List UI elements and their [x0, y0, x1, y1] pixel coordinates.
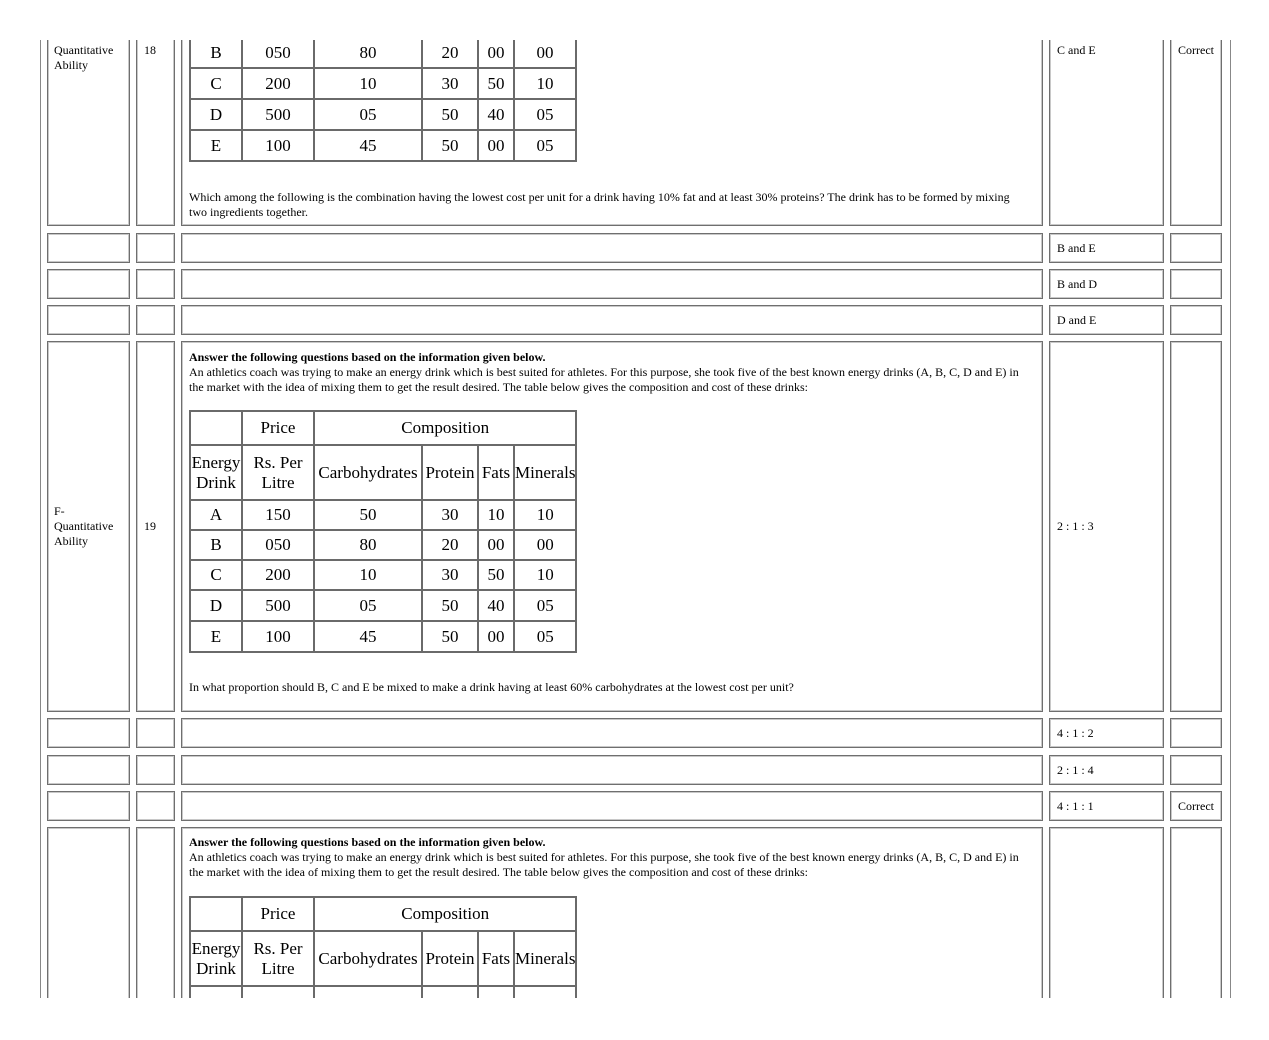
table-cell: 40: [478, 99, 514, 130]
subject-cell: [47, 718, 130, 748]
answer-option-cell: [1049, 341, 1164, 712]
table-cell: C: [190, 68, 242, 99]
table-cell: 50: [314, 500, 422, 530]
price-header: Price: [242, 897, 314, 931]
question-number-cell: [136, 827, 175, 1017]
question-number-cell: [136, 755, 175, 785]
table-cell: B: [190, 530, 242, 560]
subject-label: Quantitative Ability: [54, 43, 114, 72]
table-cell: 05: [514, 590, 576, 621]
table-cell: 10: [314, 68, 422, 99]
answer-option-cell: [1049, 36, 1164, 226]
answer-option-cell: [1049, 718, 1164, 748]
table-cell: 30: [422, 500, 478, 530]
rs-per-litre-header: Rs. Per Litre: [242, 931, 314, 986]
status-cell: [1170, 36, 1222, 226]
answer-option: 4 : 1 : 2: [1057, 725, 1094, 740]
table-cell: 200: [242, 68, 314, 99]
energy-drink-header: Energy Drink: [190, 931, 242, 986]
table-cell: 50: [478, 68, 514, 99]
question-cell: [181, 305, 1043, 335]
price-header: Price: [242, 411, 314, 445]
composition-header: Composition: [314, 897, 576, 931]
table-cell: E: [190, 130, 242, 161]
table-row: [190, 560, 576, 590]
table-row: [190, 621, 576, 652]
table-cell: 100: [242, 130, 314, 161]
table-cell: 80: [314, 530, 422, 560]
table-cell: 10: [514, 500, 576, 530]
table-row: [190, 130, 576, 161]
answer-option-cell: [1049, 269, 1164, 299]
table-cell: 30: [422, 560, 478, 590]
status-cell: [1170, 718, 1222, 748]
table-cell: 10: [514, 560, 576, 590]
question-cell: [181, 718, 1043, 748]
subject-cell: [47, 269, 130, 299]
status-cell: [1170, 791, 1222, 821]
status-label: Correct: [1178, 43, 1214, 57]
fats-header: Fats: [478, 445, 514, 500]
table-cell: 00: [478, 130, 514, 161]
table-cell: 80: [314, 38, 422, 68]
table-row: [190, 590, 576, 621]
status-cell: [1170, 269, 1222, 299]
fats-header: Fats: [478, 931, 514, 986]
table-row: [190, 530, 576, 560]
table-row: [190, 99, 576, 130]
question-cell: [181, 827, 1043, 1017]
energy-drink-header: Energy Drink: [190, 445, 242, 500]
question-cell: [181, 269, 1043, 299]
table-cell: [190, 411, 242, 445]
table-cell: 20: [422, 38, 478, 68]
composition-table: [189, 410, 577, 653]
status-label: Correct: [1178, 798, 1214, 813]
bottom-mask: [0, 998, 1269, 1040]
table-header-row: [190, 931, 576, 986]
answer-option: B and E: [1057, 240, 1096, 255]
table-header-row: [190, 445, 576, 500]
table-cell: E: [190, 621, 242, 652]
question-number-cell: [136, 233, 175, 263]
answer-option-cell: [1049, 791, 1164, 821]
composition-header: Composition: [314, 411, 576, 445]
question-number-cell: [136, 36, 175, 226]
table-cell: 50: [422, 99, 478, 130]
subject-cell: [47, 341, 130, 712]
table-cell: 30: [422, 68, 478, 99]
status-cell: [1170, 755, 1222, 785]
table-cell: 10: [514, 68, 576, 99]
table-cell: 050: [242, 38, 314, 68]
table-header-row: [190, 897, 576, 931]
answer-option: D and E: [1057, 312, 1097, 327]
instructions-text: An athletics coach was trying to make an energy drink which is best suited for athletes. For this purpose, she took five of the best known energy drinks (A, B, C, D and E) in the market with the idea of mixing them to get the result desired. The table below gives the composition and cost of these drinks:: [189, 850, 1019, 879]
table-cell: 05: [514, 99, 576, 130]
table-cell: 00: [478, 38, 514, 68]
table-cell: 05: [514, 621, 576, 652]
instructions-heading: Answer the following questions based on the information given below.: [189, 350, 546, 364]
composition-table: [189, 37, 577, 162]
carbohydrates-header: Carbohydrates: [314, 931, 422, 986]
answer-option: C and E: [1057, 43, 1096, 57]
protein-header: Protein: [422, 931, 478, 986]
table-cell: C: [190, 560, 242, 590]
table-cell: 100: [242, 621, 314, 652]
table-row: [190, 500, 576, 530]
table-cell: 50: [422, 621, 478, 652]
table-cell: 10: [314, 560, 422, 590]
table-cell: B: [190, 38, 242, 68]
table-cell: 05: [514, 130, 576, 161]
question-number: 18: [144, 43, 156, 57]
status-cell: [1170, 305, 1222, 335]
question-cell: [181, 233, 1043, 263]
table-cell: 50: [422, 130, 478, 161]
question-cell: [181, 341, 1043, 712]
table-cell: 00: [478, 530, 514, 560]
question-cell: [181, 791, 1043, 821]
question-text: In what proportion should B, C and E be mixed to make a drink having at least 60% carbohydrates at the lowest cost per unit?: [189, 680, 794, 694]
table-cell: 40: [478, 590, 514, 621]
question-text: Which among the following is the combination having the lowest cost per unit for a drink having 10% fat and at least 30% proteins? The drink has to be formed by mixing two ingredients together.: [189, 190, 1010, 219]
answer-option-cell: [1049, 305, 1164, 335]
table-cell: 20: [422, 530, 478, 560]
answer-option-cell: [1049, 233, 1164, 263]
table-cell: 050: [242, 530, 314, 560]
table-row: [190, 68, 576, 99]
table-cell: 200: [242, 560, 314, 590]
subject-cell: [47, 233, 130, 263]
table-cell: 45: [314, 621, 422, 652]
table-cell: 500: [242, 99, 314, 130]
instructions-text: An athletics coach was trying to make an energy drink which is best suited for athletes. For this purpose, she took five of the best known energy drinks (A, B, C, D and E) in the market with the idea of mixing them to get the result desired. The table below gives the composition and cost of these drinks:: [189, 365, 1019, 394]
table-cell: 50: [422, 590, 478, 621]
subject-cell: [47, 827, 130, 1017]
answer-option: 2 : 1 : 3: [1057, 519, 1094, 533]
table-cell: 00: [514, 530, 576, 560]
table-cell: 00: [514, 38, 576, 68]
answer-option-cell: [1049, 755, 1164, 785]
status-cell: [1170, 233, 1222, 263]
instructions-heading: Answer the following questions based on the information given below.: [189, 835, 546, 849]
table-cell: D: [190, 590, 242, 621]
table-cell: 45: [314, 130, 422, 161]
table-cell: [190, 897, 242, 931]
answer-option: 4 : 1 : 1: [1057, 798, 1094, 813]
subject-cell: [47, 305, 130, 335]
table-cell: 00: [478, 621, 514, 652]
question-number-cell: [136, 269, 175, 299]
table-cell: D: [190, 99, 242, 130]
table-cell: 05: [314, 99, 422, 130]
carbohydrates-header: Carbohydrates: [314, 445, 422, 500]
subject-cell: [47, 36, 130, 226]
question-cell: [181, 755, 1043, 785]
top-mask: [0, 0, 1269, 40]
table-cell: 500: [242, 590, 314, 621]
status-cell: [1170, 341, 1222, 712]
subject-cell: [47, 791, 130, 821]
minerals-header: Minerals: [514, 445, 576, 500]
table-cell: 05: [314, 590, 422, 621]
minerals-header: Minerals: [514, 931, 576, 986]
subject-cell: [47, 755, 130, 785]
subject-label: F- Quantitative Ability: [54, 504, 114, 548]
table-cell: 150: [242, 500, 314, 530]
table-header-row: [190, 411, 576, 445]
question-number-cell: [136, 791, 175, 821]
answer-option-cell: [1049, 827, 1164, 1017]
table-cell: A: [190, 500, 242, 530]
answer-option: B and D: [1057, 276, 1097, 291]
answer-option: 2 : 1 : 4: [1057, 762, 1094, 777]
status-cell: [1170, 827, 1222, 1017]
rs-per-litre-header: Rs. Per Litre: [242, 445, 314, 500]
question-number: 19: [144, 519, 156, 533]
table-row: [190, 38, 576, 68]
protein-header: Protein: [422, 445, 478, 500]
table-cell: 50: [478, 560, 514, 590]
table-cell: 10: [478, 500, 514, 530]
question-number-cell: [136, 718, 175, 748]
question-number-cell: [136, 341, 175, 712]
question-cell: [181, 36, 1043, 226]
question-number-cell: [136, 305, 175, 335]
